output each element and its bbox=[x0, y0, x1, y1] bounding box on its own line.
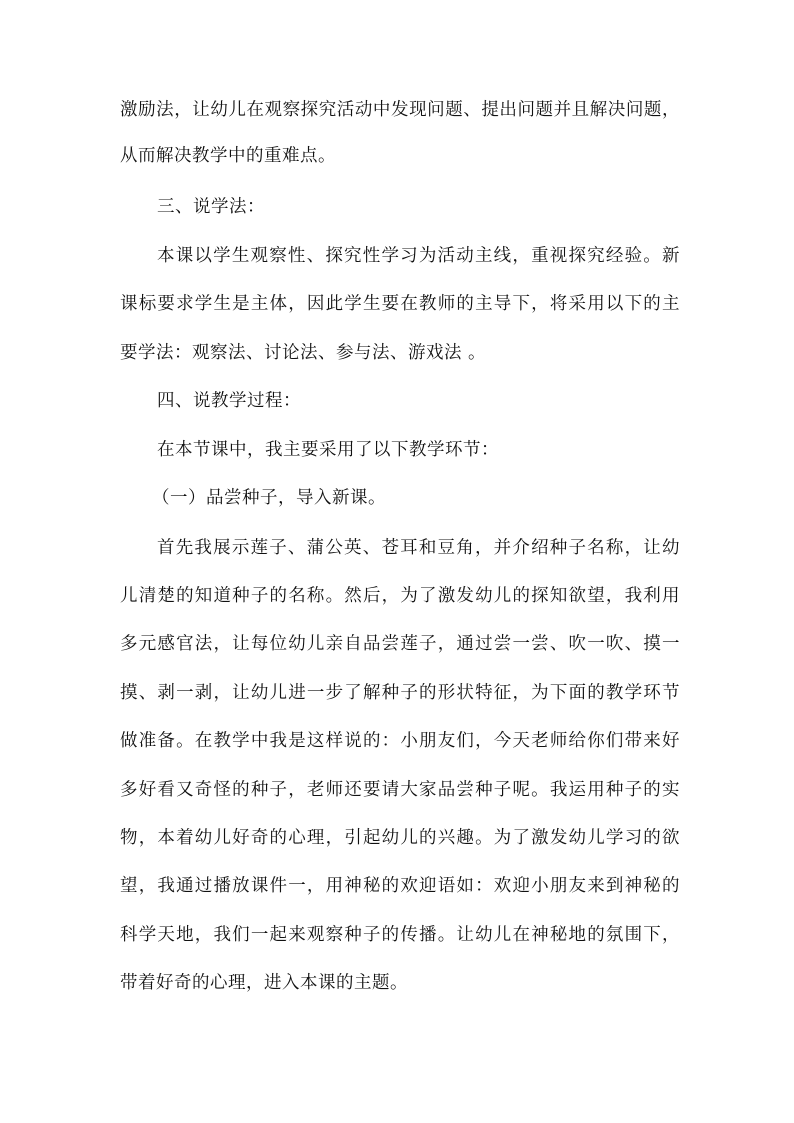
subsection-heading: （一）品尝种子，导入新课。 bbox=[152, 488, 386, 508]
text-line: 首先我展示莲子、蒲公英、苍耳和豆角，并介绍种子名称，让幼 bbox=[157, 538, 680, 558]
text-line: 多元感官法，让每位幼儿亲自品尝莲子，通过尝一尝、吹一吹、摸一 bbox=[120, 634, 680, 654]
text-line: 多好看又奇怪的种子，老师还要请大家品尝种子呢。我运用种子的实 bbox=[120, 780, 680, 800]
text-line: 在本节课中，我主要采用了以下教学环节： bbox=[157, 440, 499, 460]
text-line: 从而解决教学中的重难点。 bbox=[120, 146, 336, 166]
text-line: 科学天地，我们一起来观察种子的传播。让幼儿在神秘地的氛围下， bbox=[120, 925, 680, 945]
text-line: 要学法：观察法、讨论法、参与法、游戏法 。 bbox=[120, 343, 487, 363]
text-line: 课标要求学生是主体，因此学生要在教师的主导下，将采用以下的主 bbox=[120, 294, 680, 314]
text-line: 本课以学生观察性、探究性学习为活动主线，重视探究经验。新 bbox=[157, 246, 680, 266]
section-heading: 四、说教学过程： bbox=[157, 391, 301, 411]
text-line: 物，本着幼儿好奇的心理，引起幼儿的兴趣。为了激发幼儿学习的欲 bbox=[120, 828, 680, 848]
text-line: 摸、剥一剥，让幼儿进一步了解种子的形状特征，为下面的教学环节 bbox=[120, 683, 680, 703]
text-line: 激励法，让幼儿在观察探究活动中发现问题、提出问题并且解决问题， bbox=[120, 100, 680, 120]
text-line: 做准备。在教学中我是这样说的：小朋友们，今天老师给你们带来好 bbox=[120, 731, 680, 751]
section-heading: 三、说学法： bbox=[157, 197, 265, 217]
text-line: 儿清楚的知道种子的名称。然后，为了激发幼儿的探知欲望，我利用 bbox=[120, 586, 680, 606]
text-line: 带着好奇的心理，进入本课的主题。 bbox=[120, 973, 408, 993]
text-line: 望，我通过播放课件一，用神秘的欢迎语如：欢迎小朋友来到神秘的 bbox=[120, 876, 680, 896]
